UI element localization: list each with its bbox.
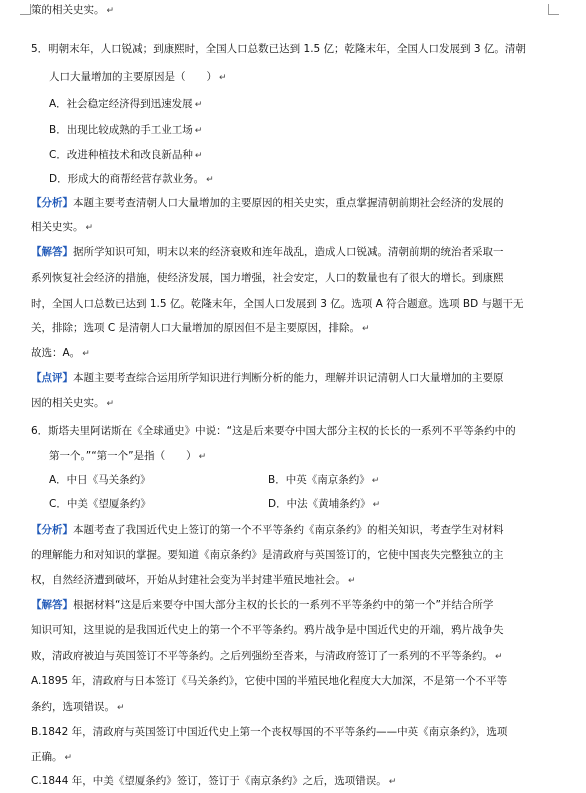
text-line: 条约，选项错误。 ↵ xyxy=(31,701,125,713)
analysis-paragraph: 【分析】本题考查了我国近代史上签订的第一个不平等条约《南京条约》的相关知识，考查学生对材料 xyxy=(31,524,504,536)
option-a: A．社会稳定经济得到迅速发展 ↵ xyxy=(49,98,203,110)
question-5-stem: 5．明朝末年，人口锐减；到康熙时，全国人口总数已达到 1.5 亿；乾隆末年，全国人口发展到 3 亿。清朝 xyxy=(31,43,526,55)
crop-mark-top-left xyxy=(20,4,31,15)
text-line: 人口大量增加的主要原因是（ ） ↵ xyxy=(49,71,227,83)
text-line: 知识可知，这里说的是我国近代史上的第一个不平等条约。鸦片战争是中国近代史的开端，鸦片战争失 xyxy=(31,624,504,636)
text-line: 第一个。”“第一个”是指（ ） ↵ xyxy=(49,450,207,462)
option-d: D．中法《黄埔条约》 ↵ xyxy=(268,498,381,510)
question-6-stem: 6．斯塔夫里阿诺斯在《全球通史》中说：“这是后来要夺中国大部分主权的长长的一系列不平等条约中的 xyxy=(31,425,516,437)
solution-paragraph: 【解答】根据材料“这是后来要夺中国大部分主权的长长的一系列不平等条约中的第一个”并结合所学 xyxy=(31,599,494,611)
crop-mark-top-right xyxy=(548,4,559,15)
option-b: B．中英《南京条约》 ↵ xyxy=(268,474,380,486)
solution-paragraph: 【解答】据所学知识可知，明末以来的经济衰败和连年战乱，造成人口锐减。清朝前期的统治者采取一 xyxy=(31,246,504,258)
text-line: C.1844 年，中美《望厦条约》签订，签订于《南京条约》之后，选项错误。 ↵ xyxy=(31,775,397,787)
option-b: B．出现比较成熟的手工业工场 ↵ xyxy=(49,124,203,136)
text-line: 时，全国人口总数已达到 1.5 亿。乾隆末年，全国人口发展到 3 亿。选项 A 符合题意。选项 BD 与题干无 xyxy=(31,298,524,310)
option-d: D．形成大的商帮经营存款业务。 ↵ xyxy=(49,173,214,185)
text-line: 的理解能力和对知识的掌握。要知道《南京条约》是清政府与英国签订的，它使中国丧失完整独立的主 xyxy=(31,549,504,561)
option-c: C．改进种植技术和改良新品种 ↵ xyxy=(49,149,203,161)
text-line: 系列恢复社会经济的措施，使经济发展，国力增强，社会安定，人口的数量也有了很大的增长。到康熙 xyxy=(31,272,504,284)
comment-paragraph: 【点评】本题主要考查综合运用所学知识进行判断分析的能力，理解并识记清朝人口大量增加的主要原 xyxy=(31,372,504,384)
option-a: A．中日《马关条约》 xyxy=(49,474,151,486)
text-line: 策的相关史实。 ↵ xyxy=(31,4,115,16)
text-line: 权，自然经济遭到破坏，开始从封建社会变为半封建半殖民地社会。 ↵ xyxy=(31,574,356,586)
text-line: 因的相关史实。 ↵ xyxy=(31,397,115,409)
text-line: B.1842 年，清政府与英国签订中国近代史上第一个丧权辱国的不平等条约——中英《南京条约》，选项 xyxy=(31,726,508,738)
text-line: A.1895 年，清政府与日本签订《马关条约》，它使中国的半殖民地化程度大大加深，不是第一个不平等 xyxy=(31,675,508,687)
text-line: 关，排除；选项 C 是清朝人口大量增加的原因但不是主要原因，排除。 ↵ xyxy=(31,322,370,334)
answer-line: 故选：A。 ↵ xyxy=(31,347,90,359)
text-line: 正确。 ↵ xyxy=(31,751,73,763)
analysis-paragraph: 【分析】本题主要考查清朝人口大量增加的主要原因的相关史实，重点掌握清朝前期社会经济的发展的 xyxy=(31,197,504,209)
text-line: 败，清政府被迫与英国签订不平等条约。之后列强纷至沓来，与清政府签订了一系列的不平等条约。 ↵ xyxy=(31,650,503,662)
option-c: C．中美《望厦条约》 xyxy=(49,498,151,510)
text-line: 相关史实。 ↵ xyxy=(31,221,94,233)
